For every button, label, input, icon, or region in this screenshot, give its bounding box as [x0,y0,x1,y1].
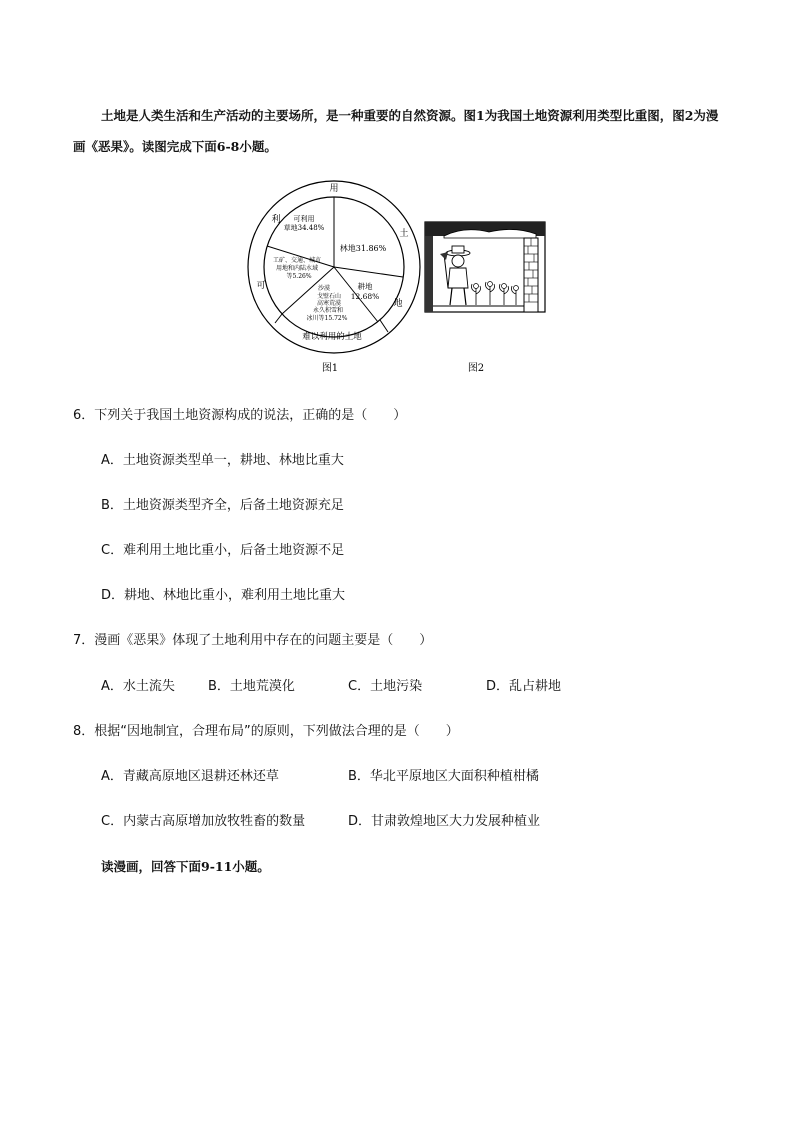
ring-label-tu: 土 [399,229,409,239]
question-8-option-a[interactable]: A．青藏高原地区退耕还林还草 [101,769,279,784]
ring-label-li: 利 [271,215,281,225]
slice-label-build-1: 工矿、交通、城市 [272,257,322,264]
figure-1-pie-chart [244,180,554,380]
figure-2-caption: 图2 [467,363,485,374]
intro-paragraph: 土地是人类生活和生产活动的主要场所，是一种重要的自然资源。图1为我国土地资源利用类型比重图，图2为漫画《恶果》。读图完成下面6-8小题。 [73,108,719,154]
figures [244,180,554,380]
slice-label-desert-3: 高寒荒漠 [316,300,342,307]
figure-1-caption: 图1 [321,363,339,374]
ring-label-difficult: 难以利用的土地 [302,332,362,342]
slice-label-build-3: 等5.26% [286,273,312,280]
slice-label-desert-5: 冰川等15.72% [306,315,348,322]
slice-label-farm-1: 耕地 [357,282,373,291]
slice-label-desert-1: 沙漠 [317,285,331,292]
question-8-option-c[interactable]: C．内蒙古高原增加放牧牲畜的数量 [101,814,306,829]
slice-label-grass-1: 可利用 [293,215,315,223]
ring-label-ke: 可 [256,281,266,291]
question-7-option-c[interactable]: C．土地污染 [348,679,423,694]
question-6-option-b[interactable]: B．土地资源类型齐全，后备土地资源充足 [101,498,344,513]
figure-2-cartoon [425,222,545,312]
question-7-option-a[interactable]: A．水土流失 [101,679,175,694]
question-7-option-d[interactable]: D．乱占耕地 [486,679,562,694]
question-6-option-d[interactable]: D．耕地、林地比重小，难利用土地比重大 [101,588,346,603]
question-6-option-a[interactable]: A．土地资源类型单一，耕地、林地比重大 [101,453,344,468]
slice-label-desert-4: 永久积雪和 [312,307,344,314]
slice-label-forest: 林地31.86% [339,244,387,253]
slice-label-desert-2: 戈壁石山 [316,293,342,300]
slice-label-build-2: 用地和内陆水域 [275,265,319,272]
question-8-stem: 8．根据“因地制宜，合理布局”的原则，下列做法合理的是（ ） [73,724,459,739]
question-6-stem: 6．下列关于我国土地资源构成的说法，正确的是（ ） [73,408,407,423]
slice-label-grass-2: 草地34.48% [283,224,325,232]
ring-label-di: 地 [393,299,403,309]
ring-label-yong: 用 [329,184,339,194]
question-7-option-b[interactable]: B．土地荒漠化 [208,679,295,694]
outro-instruction: 读漫画，回答下面9-11小题。 [101,859,270,874]
question-8-option-d[interactable]: D．甘肃敦煌地区大力发展种植业 [348,814,541,829]
question-6-option-c[interactable]: C．难利用土地比重小，后备土地资源不足 [101,543,345,558]
question-7-stem: 7．漫画《恶果》体现了土地利用中存在的问题主要是（ ） [73,633,433,648]
slice-label-farm-2: 12.68% [350,292,380,301]
question-8-option-b[interactable]: B．华北平原地区大面积种植柑橘 [348,769,539,784]
